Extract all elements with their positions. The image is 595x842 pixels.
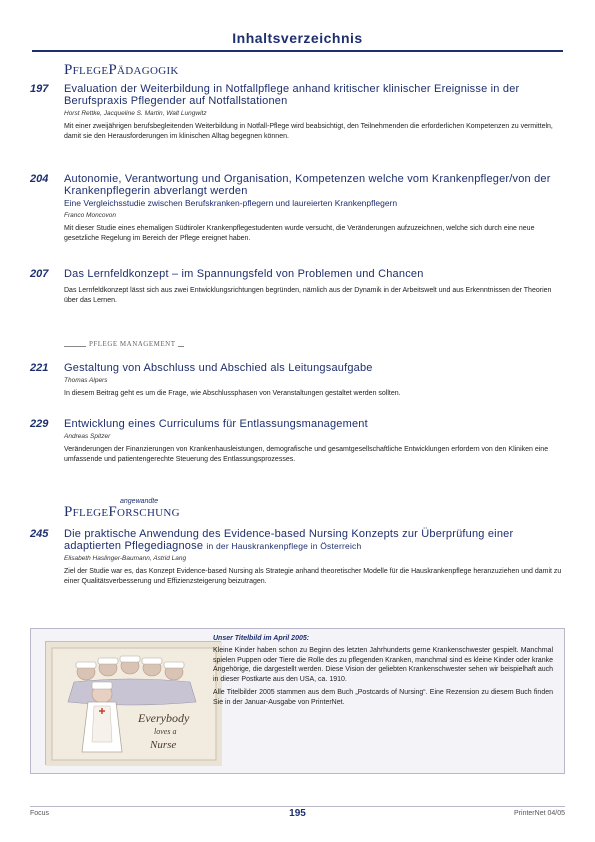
- entry-page-number: 229: [30, 418, 49, 430]
- entry-authors: Elisabeth Haslinger-Baumann, Astrid Lang: [64, 555, 187, 562]
- entry-authors: Horst Rettke, Jacqueline S. Martin, Walt Lungwitz: [64, 110, 207, 117]
- postcard-text-everybody: Everybody: [138, 711, 190, 725]
- cover-paragraph: Kleine Kinder haben schon zu Beginn des letzten Jahrhunderts gerne Krankenschwester gespielt. Manchmal spielen Puppen oder Tiere die Rolle des zu pflegenden Kranken, manchmal sind es kleine Kinder oder kranke Angehörige, die dargestellt werden. Diese Vision der geliebten Krankenschwester sehen wir beispielhaft auch in dieser Postkarte aus den USA, ca. 1910.: [213, 647, 553, 683]
- section-heading-paedagogik: PflegePädagogik: [64, 62, 179, 78]
- entry-title[interactable]: Gestaltung von Abschluss und Abschied als Leitungsaufgabe: [64, 362, 373, 374]
- cover-description: [213, 635, 553, 707]
- footer-page-number: 195: [289, 808, 306, 819]
- toc-entry[interactable]: [30, 418, 565, 464]
- postcard-text-nurse: Nurse: [150, 739, 177, 751]
- footer-section-label: Focus: [30, 810, 50, 817]
- entry-title[interactable]: Autonomie, Verantwortung und Organisation, Kompetenzen welche vom Krankenpfleger/von der Krankenpflegerin abverlangt werden: [64, 173, 551, 197]
- entry-title[interactable]: [64, 528, 565, 552]
- entry-description: Das Lernfeldkonzept lässt sich aus zwei Entwicklungsrichtungen begründen, nämlich aus der Dynamik in der Arbeitswelt und aus Erkenntnissen der Theorien über das Lernen.: [64, 287, 552, 304]
- section-heading-forschung: PflegeForschung: [64, 504, 180, 520]
- entry-title[interactable]: Entwicklung eines Curriculums für Entlassungsmanagement: [64, 418, 368, 430]
- toc-entry[interactable]: [30, 362, 565, 399]
- entry-title-suffix: in der Hauskrankenpflege in Österreich: [206, 541, 362, 551]
- entry-authors: Franco Moncovon: [64, 212, 117, 219]
- toc-entry[interactable]: [30, 268, 565, 305]
- management-logo: [64, 340, 184, 352]
- footer-publication: PrinterNet 04/05: [514, 810, 565, 817]
- entry-authors: Thomas Alpers: [64, 377, 108, 384]
- entry-description: Ziel der Studie war es, das Konzept Evidence-based Nursing als Strategie anhand theoretischer Modelle für die Hauskrankenpflege heranzuziehen und damit zu einer Qualitätsverbesserung und Effizienzsteigerung beizutragen.: [64, 568, 562, 585]
- entry-description: Veränderungen der Finanzierungen von Krankenhausleistungen, demografische und gesamtgesellschaftliche Entwicklungen erfordern von den Kliniken eine umfassende und patientengerechte Steuerung des Entlassungsprozesses.: [64, 446, 549, 463]
- entry-page-number: 245: [30, 528, 49, 540]
- section-heading-management: PFLEGE MANAGEMENT: [86, 340, 178, 348]
- entry-authors: Andreas Spitzer: [64, 433, 111, 440]
- toc-entry[interactable]: [30, 83, 565, 141]
- toc-entry[interactable]: [30, 173, 565, 243]
- entry-title[interactable]: Evaluation der Weiterbildung in Notfallpflege anhand kritischer klinischer Ereignisse in der Berufspraxis Pflegender auf Notfallstationen: [64, 83, 520, 107]
- entry-title-main: Die praktische Anwendung des Evidence-based Nursing Konzepts zur Überprüfung einer adaptierten Pflegediagnose: [64, 528, 514, 552]
- section-tag-applied: angewandte: [120, 498, 159, 505]
- entry-description: In diesem Beitrag geht es um die Frage, wie Abschlussphasen von Veranstaltungen gestaltet werden sollten.: [64, 390, 401, 397]
- entry-page-number: 207: [30, 268, 49, 280]
- postcard-text-loves: loves a: [154, 727, 177, 736]
- entry-title[interactable]: Das Lernfeldkonzept – im Spannungsfeld von Problemen und Chancen: [64, 268, 424, 280]
- title-rule: [32, 50, 563, 52]
- cover-paragraph: Alle Titelbilder 2005 stammen aus dem Buch „Postcards of Nursing“. Eine Rezension zu diesem Buch finden Sie in der Januar-Ausgabe von PrinterNet.: [213, 689, 553, 706]
- entry-page-number: 204: [30, 173, 49, 185]
- entry-description: Mit einer zweijährigen berufsbegleitenden Weiterbildung in Notfall-Pflege wird beabsichtigt, den Teilnehmenden die erforderlichen Kompetenzen zu vermitteln, damit sie den Herausforderungen im klinischen Alltag begegnen können.: [64, 123, 553, 140]
- entry-page-number: 221: [30, 362, 49, 374]
- cover-postcard-image: [45, 641, 221, 765]
- toc-entry[interactable]: [30, 528, 565, 586]
- cover-heading: Unser Titelbild im April 2005:: [213, 635, 310, 642]
- postcard-illustration: [46, 642, 222, 766]
- page-footer: [30, 806, 565, 820]
- entry-description: Mit dieser Studie eines ehemaligen Südtiroler Krankenpflegestudenten wurde versucht, die Veränderungen aufzuzeichnen, welche sich durch eine neue gesetzliche Regelung im Bereich der Pflege ereignet haben.: [64, 225, 535, 242]
- entry-page-number: 197: [30, 83, 49, 95]
- page-title: Inhaltsverzeichnis: [232, 30, 363, 46]
- entry-subtitle: Eine Vergleichsstudie zwischen Berufskranken-pflegern und laureierten Krankenpflegern: [64, 198, 398, 208]
- cover-info-box: [30, 628, 565, 774]
